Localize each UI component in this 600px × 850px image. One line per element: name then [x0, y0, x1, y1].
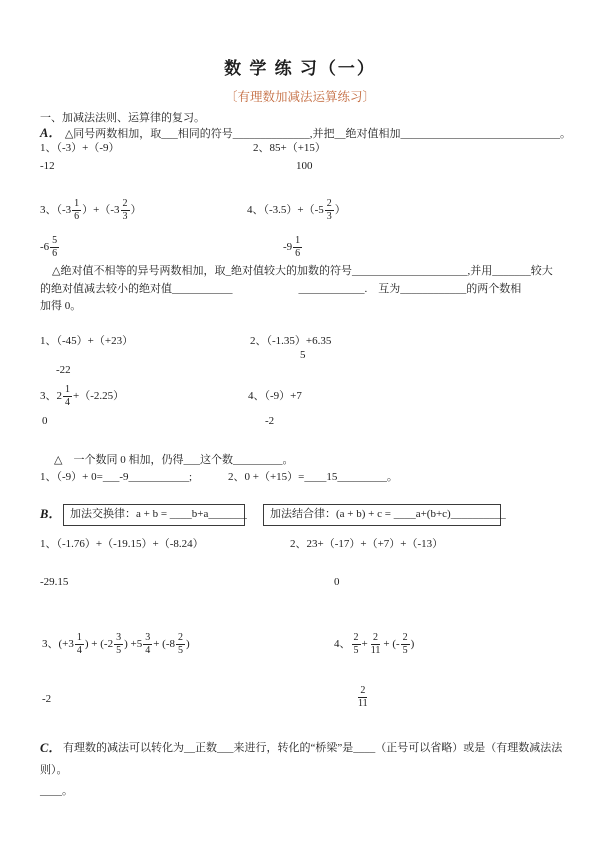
answer-a2-4: -2 — [265, 415, 275, 427]
problem-b2: 2、23+（-17）+（+7）+（-13） — [290, 538, 444, 550]
answer-b1: -29.15 — [40, 576, 69, 588]
associative-law-box: 加法结合律：(a + b) + c = ____a+(b+c)__________ — [263, 504, 501, 526]
fraction: $\frac{2}{5}$ — [177, 632, 183, 656]
fraction: $\frac{2}{11}$ — [358, 685, 368, 709]
page-title: 数 学 练 习（一） — [224, 59, 376, 78]
problem-a2-2: 2、（-1.35）+6.35 — [250, 335, 332, 347]
diff-sign-rule-line2: 的绝对值减去较小的绝对值___________ ____________. 互为____________的两个数相 — [40, 283, 522, 295]
fraction: $\frac{1}{6}$ — [74, 198, 80, 222]
problem-b1: 1、（-1.76）+（-19.15）+（-8.24） — [40, 538, 204, 550]
fraction: $\frac{2}{3}$ — [326, 198, 332, 222]
fraction: $\frac{1}{4}$ — [76, 632, 82, 656]
problem-a2: 2、85+（+15） — [253, 142, 326, 154]
fraction: $\frac{2}{11}$ — [370, 632, 381, 656]
fraction: $\frac{2}{5}$ — [402, 632, 408, 656]
section-a-rule-line — [40, 125, 571, 142]
section-a-label: A． — [40, 126, 61, 140]
fraction: $\frac{3}{4}$ — [145, 632, 151, 656]
problem-a2-4: 4、（-9）+7 — [248, 389, 302, 402]
answer-a1: -12 — [40, 160, 55, 172]
problem-a2-1: 1、（-45）+（+23） — [40, 335, 134, 347]
problem-a4: 4、（-3.5）+（-5 $\frac{2}{3}$ ） — [247, 198, 346, 222]
section-c-label: C． — [40, 741, 61, 755]
fraction: $\frac{2}{5}$ — [353, 632, 359, 656]
page-subtitle: 〔有理数加减法运算练习〕 — [224, 90, 375, 104]
subtraction-rule-blank: ____。 — [40, 785, 73, 797]
zero-rule-text: △ 一个数同 0 相加，仍得___这个数_________。 — [54, 454, 294, 466]
fraction: $\frac{2}{3}$ — [122, 198, 128, 222]
fraction: $\frac{1}{6}$ — [295, 235, 301, 259]
answer-b3: -2 — [42, 693, 52, 705]
fraction: $\frac{1}{4}$ — [65, 384, 70, 408]
section-b-label: B． — [40, 507, 61, 521]
commutative-law-box: 加法交换律：a + b = ____b+a_______ — [63, 504, 245, 526]
subtraction-rule-line2: 则）。 — [40, 764, 68, 776]
answer-a2-1: -22 — [56, 364, 71, 376]
section-heading: 一、加减法法则、运算律的复习。 — [40, 112, 205, 124]
answer-a2-3: 0 — [42, 415, 48, 427]
problem-b3: 3、(+3 $\frac{1}{4}$ ) + (-2 $\frac{3}{5}$ ) +5 $\frac{3}{4}$ + (-8 $\frac{2}{5}$ ) — [42, 632, 190, 656]
problem-a1: 1、（-3）+（-9） — [40, 142, 120, 154]
problem-a3-1: 1、（-9）+ 0=___-9___________; — [40, 471, 193, 483]
problem-a2-3: 3、2 $\frac{1}{4}$ +（-2.25） — [40, 384, 125, 408]
diff-sign-rule-line1: △绝对值不相等的异号两数相加，取_绝对值较大的加数的符号_____________________,并用_______较大 — [52, 265, 553, 277]
diff-sign-rule-line3: 加得 0。 — [40, 300, 82, 312]
answer-a2: 100 — [296, 160, 313, 172]
problem-b4: 4、 $\frac{2}{5}$ + $\frac{2}{11}$ + (- $\frac{2}{5}$ ) — [334, 632, 415, 656]
problem-a3-2: 2、0 +（+15）=____15_________。 — [228, 471, 398, 483]
same-sign-rule-text: △同号两数相加，取___相同的符号______________,并把__绝对值相加_____________________________。 — [64, 128, 572, 140]
fraction: $\frac{3}{5}$ — [116, 632, 122, 656]
answer-a4: -9 $\frac{1}{6}$ — [283, 235, 301, 259]
problem-a3: 3、（-3 $\frac{1}{6}$ ）+（-3 $\frac{2}{3}$ ） — [40, 198, 142, 222]
answer-b2: 0 — [334, 576, 340, 588]
answer-a3: -6 $\frac{5}{6}$ — [40, 235, 58, 259]
answer-b4 — [355, 678, 371, 716]
fraction: $\frac{5}{6}$ — [52, 235, 58, 259]
subtraction-rule-line1: 有理数的减法可以转化为__正数___来进行，转化的“桥梁”是____（正号可以省略）或是（有理数减法法 — [63, 742, 563, 754]
answer-a2-2: 5 — [300, 349, 306, 361]
